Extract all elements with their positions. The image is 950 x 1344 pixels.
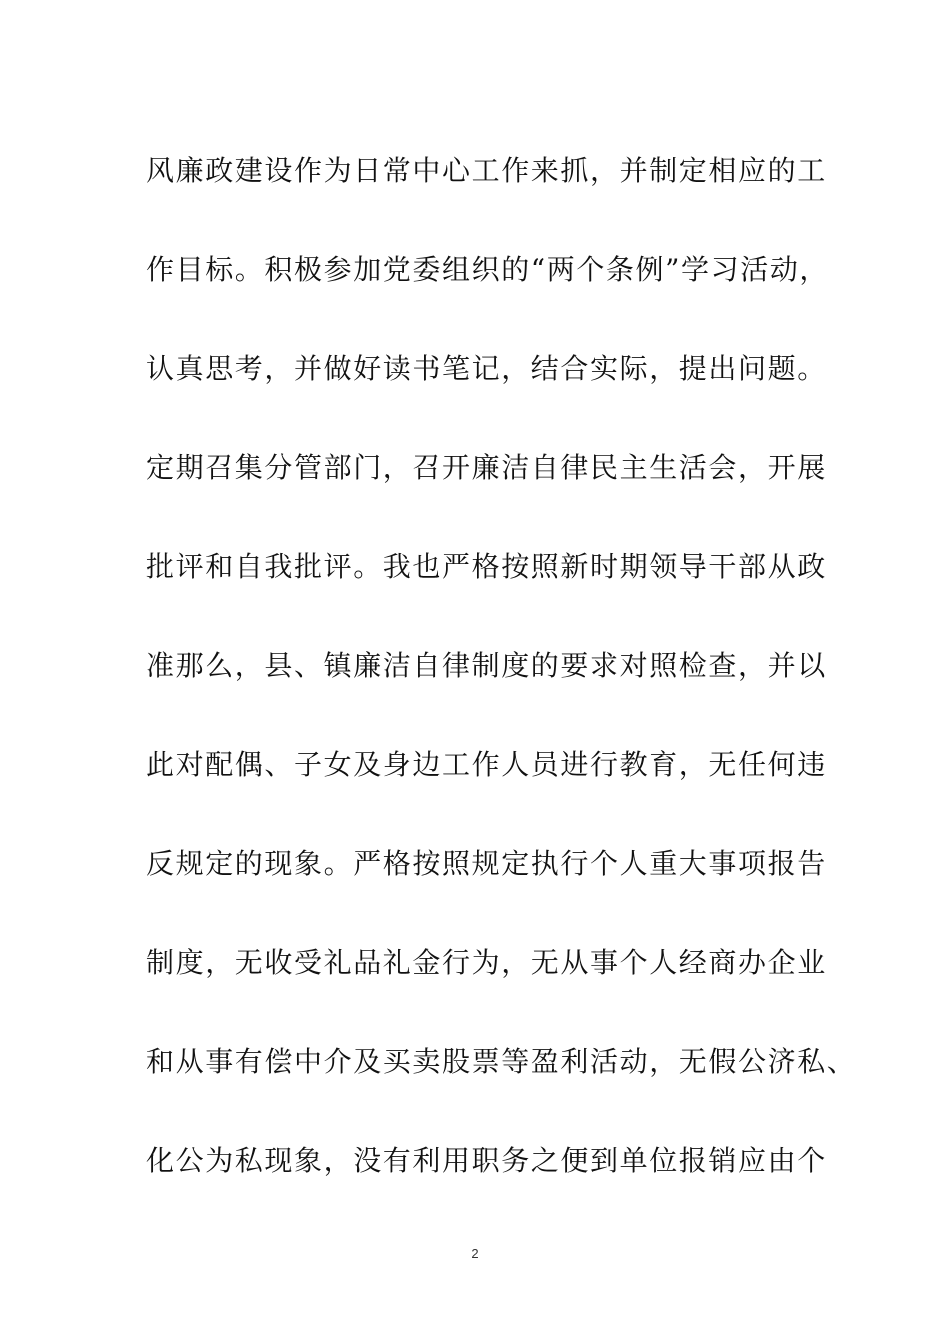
text-line: 定期召集分管部门，召开廉洁自律民主生活会，开展 (146, 451, 827, 484)
text-line: 和从事有偿中介及买卖股票等盈利活动，无假公济私、 (146, 1045, 857, 1078)
body-text (146, 121, 857, 1210)
text-line: 批评和自我批评。我也严格按照新时期领导干部从政 (146, 550, 827, 583)
text-line: 制度，无收受礼品礼金行为，无从事个人经商办企业 (146, 946, 827, 979)
page-number: 2 (471, 1246, 479, 1261)
text-line: 化公为私现象，没有利用职务之便到单位报销应由个 (146, 1144, 827, 1177)
text-line: 准那么，县、镇廉洁自律制度的要求对照检查，并以 (146, 649, 827, 682)
text-line: 认真思考，并做好读书笔记，结合实际，提出问题。 (146, 352, 827, 385)
text-line: 反规定的现象。严格按照规定执行个人重大事项报告 (146, 847, 827, 880)
text-line: 此对配偶、子女及身边工作人员进行教育，无任何违 (146, 748, 827, 781)
text-line: 风廉政建设作为日常中心工作来抓，并制定相应的工 (146, 154, 827, 187)
text-line: 作目标。积极参加党委组织的“两个条例”学习活动， (146, 253, 830, 286)
